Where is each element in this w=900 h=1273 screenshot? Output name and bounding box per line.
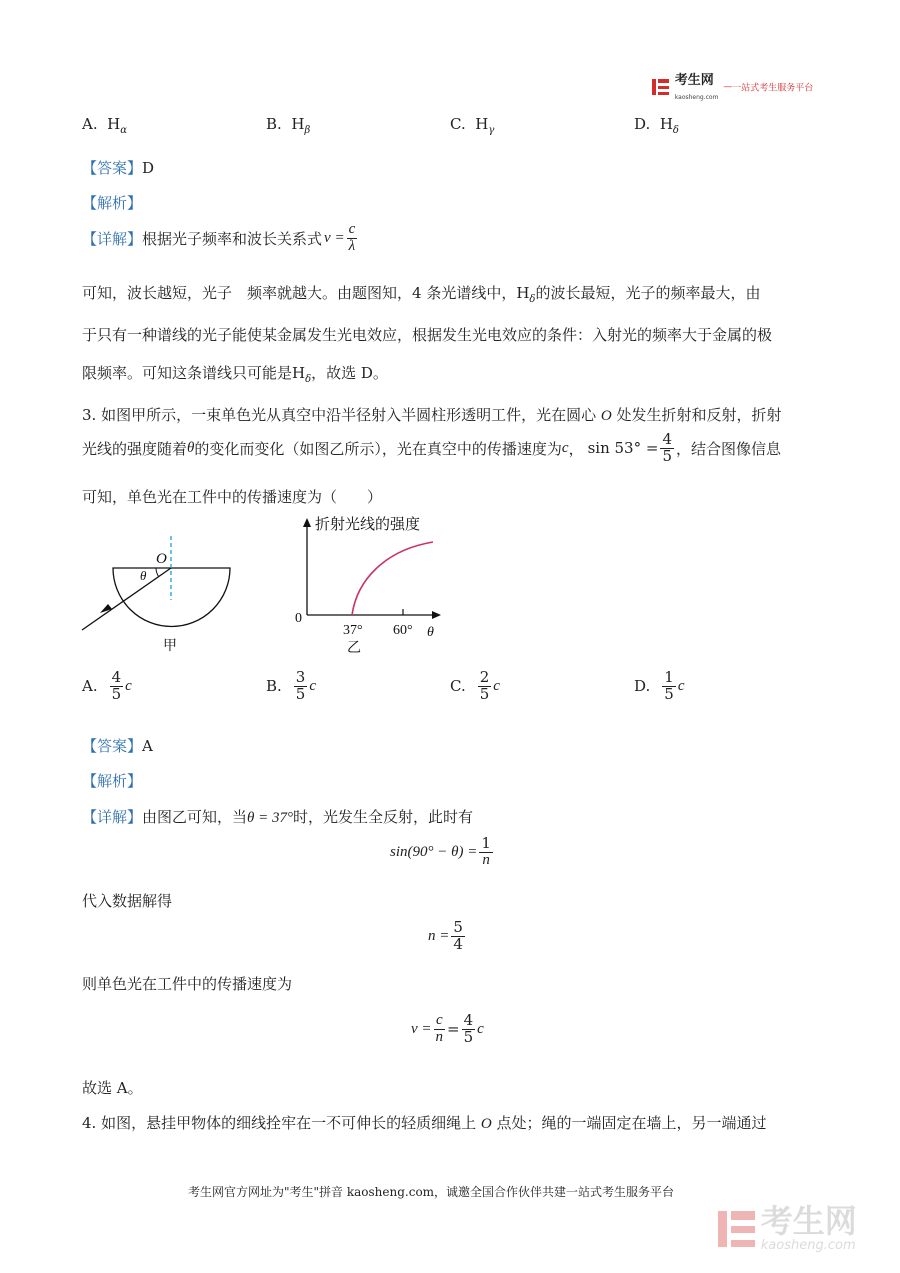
q2-detail-line2: 可知，波长越短，光子 频率就越大。由题图知，4 条光谱线中，$H_\delta$的波长最短，光子的频率最大，由: [82, 284, 761, 305]
q2-detail-line3: 于只有一种谱线的光子能使某金属发生光电效应，根据发生光电效应的条件：入射光的频率大于金属的极: [82, 326, 773, 344]
chart-title: 折射光线的强度: [315, 515, 421, 533]
speed-text: 则单色光在工件中的传播速度为: [82, 975, 293, 993]
label-theta: θ: [140, 568, 147, 583]
q2-analysis-tag: 【解析】: [82, 194, 143, 212]
watermark-domain: kaosheng.com: [760, 1238, 856, 1253]
y-axis-arrow-icon: [303, 518, 311, 527]
logo-name: 考生网: [674, 73, 714, 88]
q3-answer: 【答案】A: [82, 737, 153, 755]
semicircle-body: [113, 568, 230, 627]
tick-label-37: 37°: [343, 623, 363, 638]
q2-detail-line1: 【详解】 根据光子频率和波长关系式 ν = $\frac{c}{\lambda}$: [82, 221, 356, 254]
watermark: [718, 1202, 857, 1253]
q2-option-b: B. $H_\beta$: [266, 115, 311, 136]
logo-domain: kaosheng.com: [674, 94, 719, 101]
label-jia: 甲: [163, 638, 177, 654]
q2-option-d: D. $H_\delta$: [634, 115, 679, 136]
q3-stem-line3: 可知，单色光在工件中的传播速度为（ ）: [82, 488, 383, 506]
origin-label: 0: [295, 611, 302, 626]
x-axis-label: θ: [427, 625, 434, 640]
equation-2: n = $\frac{5}{4}$: [428, 918, 463, 953]
x-axis-arrow-icon: [432, 611, 441, 619]
equation-3: v = $\frac{c}{n}$ = $\frac{4}{5}$ c: [411, 1011, 484, 1046]
watermark-mark-icon: [718, 1207, 756, 1251]
ray-arrow-icon: [100, 604, 112, 613]
q3-stem-line1: 3. 如图甲所示，一束单色光从真空中沿半径射入半圆柱形透明工件，光在圆心 O 处发生折射和反射，折射: [82, 406, 782, 424]
q4-stem: 4. 如图，悬挂甲物体的细线拴牢在一不可伸长的轻质细绳上 O 点处；绳的一端固定在墙上，另一端通过: [82, 1114, 767, 1132]
q3-detail: 【详解】由图乙可知，当θ = 37°时，光发生全反射，此时有: [82, 808, 474, 826]
incident-ray: [82, 568, 171, 630]
intensity-curve: [352, 542, 433, 615]
q2-option-c: C. $H_\gamma$: [450, 115, 495, 136]
theta-arc: [156, 568, 159, 577]
footer-text: 考生网官方网址为"考生"拼音 kaosheng.com，诚邀全国合作伙伴共建一站式考生服务平台: [188, 1185, 675, 1199]
q3-option-a: A. $\frac{4}{5}$ c: [82, 668, 132, 703]
q2-option-a: A. $H_\alpha$: [82, 115, 128, 136]
q2-answer: 【答案】D: [82, 159, 155, 177]
figure-yi: [285, 510, 455, 660]
q3-option-d: D. $\frac{1}{5}$ c: [634, 668, 685, 703]
q3-stem-line2: 光线的强度随着 θ 的变化而变化（如图乙所示），光在真空中的传播速度为 c ， sin 53° = $\frac{4}{5}$ ，结合图像信息: [82, 430, 782, 465]
header-logo: 考生网 kaosheng.com —一站式考生服务平台: [652, 72, 813, 102]
q3-option-b: B. $\frac{3}{5}$ c: [266, 668, 317, 703]
label-O: O: [156, 551, 167, 567]
substitute-text: 代入数据解得: [82, 892, 173, 910]
logo-mark-icon: [652, 77, 670, 97]
figure-jia: [78, 530, 248, 680]
q2-detail-line4: 限频率。可知这条谱线只可能是$H_\delta$，故选 D。: [82, 364, 388, 385]
q3-option-c: C. $\frac{2}{5}$ c: [450, 668, 500, 703]
logo-slogan: 一站式考生服务平台: [732, 83, 814, 94]
q3-analysis-tag: 【解析】: [82, 772, 143, 790]
tick-label-60: 60°: [393, 623, 413, 638]
q3-conclusion: 故选 A。: [82, 1079, 143, 1097]
label-yi: 乙: [347, 640, 361, 656]
watermark-name: 考生网: [760, 1202, 857, 1240]
equation-1: sin(90° − θ) = $\frac{1}{n}$: [390, 834, 491, 868]
